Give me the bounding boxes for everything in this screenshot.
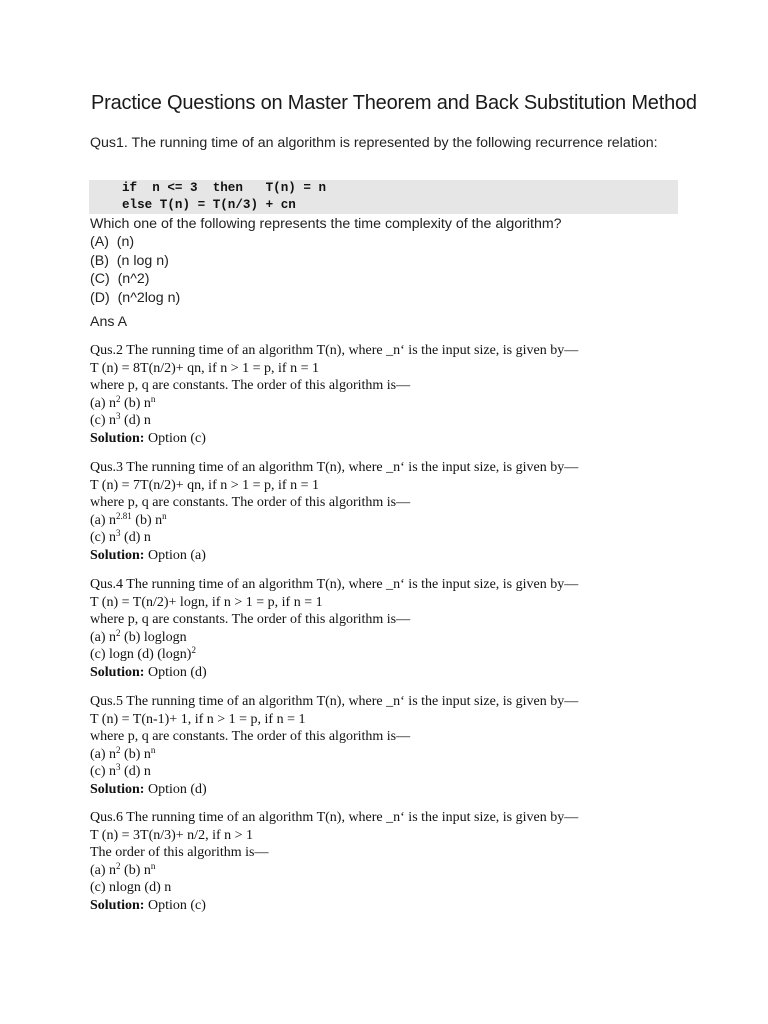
recurrence: T (n) = 7T(n/2)+ qn, if n > 1 = p, if n = 1 — [90, 477, 319, 493]
question-note: where p, q are constants. The order of this algorithm is— — [90, 495, 411, 510]
options-line-1 — [90, 862, 690, 880]
solution-label: Solution: — [90, 547, 145, 563]
code-line: else T(n) = T(n/3) + cn — [122, 198, 296, 212]
solution-value: Option (d) — [144, 781, 207, 797]
question-1-answer: Ans A — [90, 314, 128, 330]
question-1-prompt: Qus1. The running time of an algorithm is represented by the following recurrence relation: — [90, 135, 658, 151]
option-text: (a) n — [90, 862, 117, 878]
option-text: (d) n — [120, 413, 151, 428]
solution-line — [90, 430, 690, 448]
options-line-1 — [90, 395, 690, 413]
option-text: (a) n — [90, 746, 117, 762]
superscript: 2.81 — [116, 510, 132, 521]
options-line-2 — [90, 879, 690, 897]
option-text: (c) n — [90, 764, 117, 779]
superscript: 2 — [116, 393, 121, 404]
question-stem: Qus.3 The running time of an algorithm T(n), where _n‘ is the input size, is given by— — [90, 460, 579, 475]
solution-value: Option (c) — [144, 430, 206, 446]
options-line-2 — [90, 412, 690, 430]
option-text: (d) n — [120, 764, 151, 779]
option-d: (D) (n^2log n) — [90, 289, 181, 306]
option-text: (d) n — [120, 530, 151, 545]
recurrence: T (n) = T(n/2)+ logn, if n > 1 = p, if n = 1 — [90, 594, 323, 610]
question-note: where p, q are constants. The order of this algorithm is— — [90, 378, 411, 393]
solution-value: Option (c) — [144, 897, 206, 913]
question-block — [90, 809, 690, 914]
question-stem: Qus.6 The running time of an algorithm T(n), where _n‘ is the input size, is given by— — [90, 810, 579, 825]
option-text: (c) logn (d) (logn) — [90, 647, 192, 662]
option-text: (b) n — [120, 395, 151, 411]
solution-label: Solution: — [90, 781, 145, 797]
option-text: (a) n — [90, 395, 117, 411]
option-text: (c) n — [90, 530, 117, 545]
superscript: 2 — [116, 860, 121, 871]
superscript: 3 — [116, 528, 121, 538]
question-block — [90, 459, 690, 564]
question-1-body — [90, 215, 690, 307]
question-stem: Qus.2 The running time of an algorithm T(n), where _n‘ is the input size, is given by— — [90, 343, 579, 358]
question-stem: Qus.4 The running time of an algorithm T(n), where _n‘ is the input size, is given by— — [90, 577, 579, 592]
question-block — [90, 576, 690, 681]
option-text: (b) n — [120, 862, 151, 878]
options-line-2 — [90, 529, 690, 547]
superscript: 2 — [116, 627, 121, 638]
options-line-2 — [90, 763, 690, 781]
option-text: (b) n — [131, 512, 163, 528]
solution-line — [90, 547, 690, 565]
question-stem: Qus.5 The running time of an algorithm T(n), where _n‘ is the input size, is given by— — [90, 694, 579, 709]
question-note: where p, q are constants. The order of this algorithm is— — [90, 612, 411, 627]
options-line-1 — [90, 629, 690, 647]
question-note: where p, q are constants. The order of this algorithm is— — [90, 729, 411, 744]
question-1-text: Which one of the following represents the time complexity of the algorithm? — [90, 216, 562, 232]
option-b: (B) (n log n) — [90, 252, 169, 269]
superscript: n — [150, 744, 156, 755]
solution-label: Solution: — [90, 430, 145, 446]
solution-line — [90, 897, 690, 915]
superscript: n — [150, 860, 156, 871]
option-c: (C) (n^2) — [90, 271, 150, 288]
option-text: (b) loglogn — [120, 629, 187, 645]
recurrence: T (n) = 8T(n/2)+ qn, if n > 1 = p, if n = 1 — [90, 360, 319, 376]
recurrence: T (n) = T(n-1)+ 1, if n > 1 = p, if n = 1 — [90, 711, 306, 727]
solution-line — [90, 664, 690, 682]
option-text: (a) n — [90, 629, 117, 645]
code-block — [89, 180, 678, 214]
superscript: 2 — [116, 744, 121, 755]
code-line: if n <= 3 then T(n) = n — [122, 181, 327, 195]
option-text: (c) nlogn (d) n — [90, 880, 172, 895]
option-a: (A) (n) — [90, 234, 135, 251]
recurrence: T (n) = 3T(n/3)+ n/2, if n > 1 — [90, 827, 254, 843]
options-line-2 — [90, 646, 690, 664]
page-title: Practice Questions on Master Theorem and Back Substitution Method — [91, 92, 697, 114]
solution-value: Option (d) — [144, 664, 207, 680]
superscript: 3 — [116, 762, 121, 772]
superscript: 2 — [191, 645, 196, 655]
question-block — [90, 342, 690, 447]
solution-line — [90, 781, 690, 799]
solution-label: Solution: — [90, 897, 145, 913]
question-note: The order of this algorithm is— — [90, 845, 269, 860]
option-text: (c) n — [90, 413, 117, 428]
solution-value: Option (a) — [144, 547, 206, 563]
superscript: 3 — [116, 411, 121, 421]
question-block — [90, 693, 690, 798]
option-text: (b) n — [120, 746, 151, 762]
options-line-1 — [90, 746, 690, 764]
options-line-1 — [90, 512, 690, 530]
superscript: n — [150, 393, 156, 404]
solution-label: Solution: — [90, 664, 145, 680]
superscript: n — [162, 510, 167, 521]
option-text: (a) n — [90, 512, 117, 528]
